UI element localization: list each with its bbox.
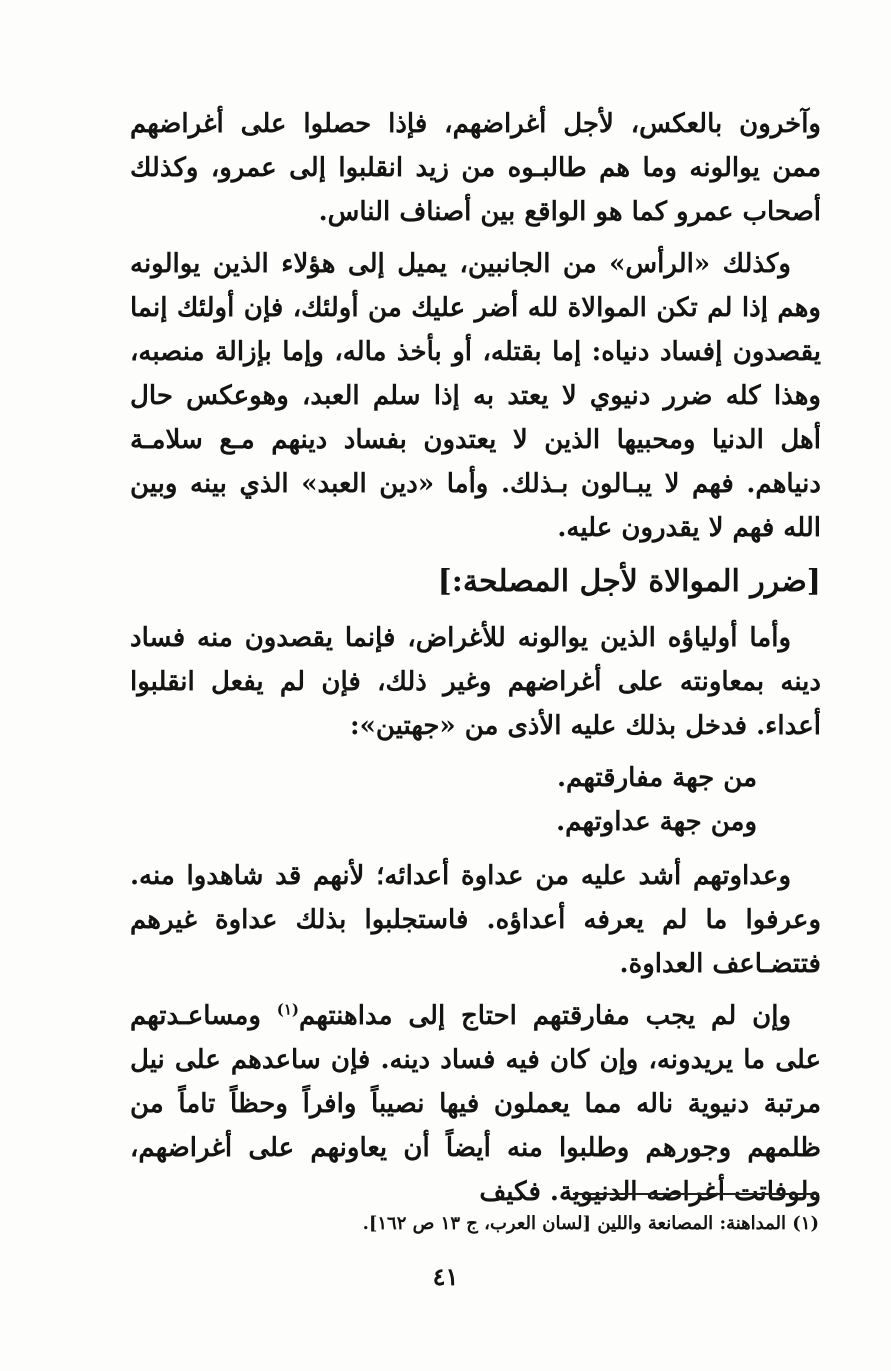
page-number: ٤١ bbox=[432, 1262, 459, 1291]
harm-list bbox=[130, 756, 821, 844]
footnote: (١) المداهنة: المصانعة واللين [لسان العرب، ج ١٣ ص ١٦٢]. bbox=[362, 1213, 819, 1234]
paragraph-ruler: وكذلك «الرأس» من الجانبين، يميل إلى هؤلاء الذين يوالونه وهم إذا لم تكن الموالاة لله أضر عليك من أولئك، فإن أولئك إنما يقصدون إفساد دنياه: إما بقتله، أو بأخذ ماله، وإما بإزالة منصبه، وهذا كله ضرر دنيوي لا يعتد به إذا سلم العبد، وهوعكس حال أهل الدنيا ومحبيها الذين لا يعتدون بفساد دينهم مـع سلامـة دنياهم. فهم لا يبـالون بـذلك. وأما «دين العبد» الذي بينه وبين الله فهم لا يقدرون عليه. bbox=[130, 249, 821, 543]
paragraph-allies: وأما أولياؤه الذين يوالونه للأغراض، فإنما يقصدون منه فساد دينه بمعاونته على أغراضهم وغير ذلك، فإن لم يفعل انقلبوا أعداء. فدخل بذلك عليه الأذى من «جهتين»: bbox=[130, 623, 821, 741]
paragraph-flattery bbox=[130, 994, 821, 1214]
section-heading: [ضرر الموالاة لأجل المصلحة:] bbox=[437, 564, 821, 599]
footnote-mark: (١) bbox=[276, 1000, 300, 1019]
paragraph-flattery-rest: ومساعـدتهم على ما يريدونه، وإن كان فيه فساد دينه. فإن ساعدهم على نيل مرتبة دنيوية ناله مما يعملون فيها نصيباً وافراً وحظاً تاماً من ظلمهم وجورهم وطلبوا منه أيضاً أن يعاونهم على أغراضهم، ولوفاتت أغراضه الدنيوية. فكيف bbox=[130, 1001, 821, 1207]
list-item: من جهة مفارقتهم. bbox=[557, 763, 757, 793]
paragraph-flattery-start: وإن لم يجب مفارقتهم احتاج إلى مداهنتهم bbox=[299, 1001, 792, 1031]
paragraph-enmity: وعداوتهم أشد عليه من عداوة أعدائه؛ لأنهم قد شاهدوا منه. وعرفوا ما لم يعرفه أعداؤه. فاستجلبوا بذلك عداوة غيرهم فتتضـاعف العداوة. bbox=[130, 861, 821, 979]
footnote-divider bbox=[573, 1193, 819, 1195]
list-item: ومن جهة عداوتهم. bbox=[556, 807, 757, 837]
paragraph-intro: وآخرون بالعكس، لأجل أغراضهم، فإذا حصلوا على أغراضهم ممن يوالونه وما هم طالبـوه من زيد انقلبوا إلى عمرو، وكذلك أصحاب عمرو كما هو الواقع بين أصناف الناس. bbox=[130, 109, 821, 227]
